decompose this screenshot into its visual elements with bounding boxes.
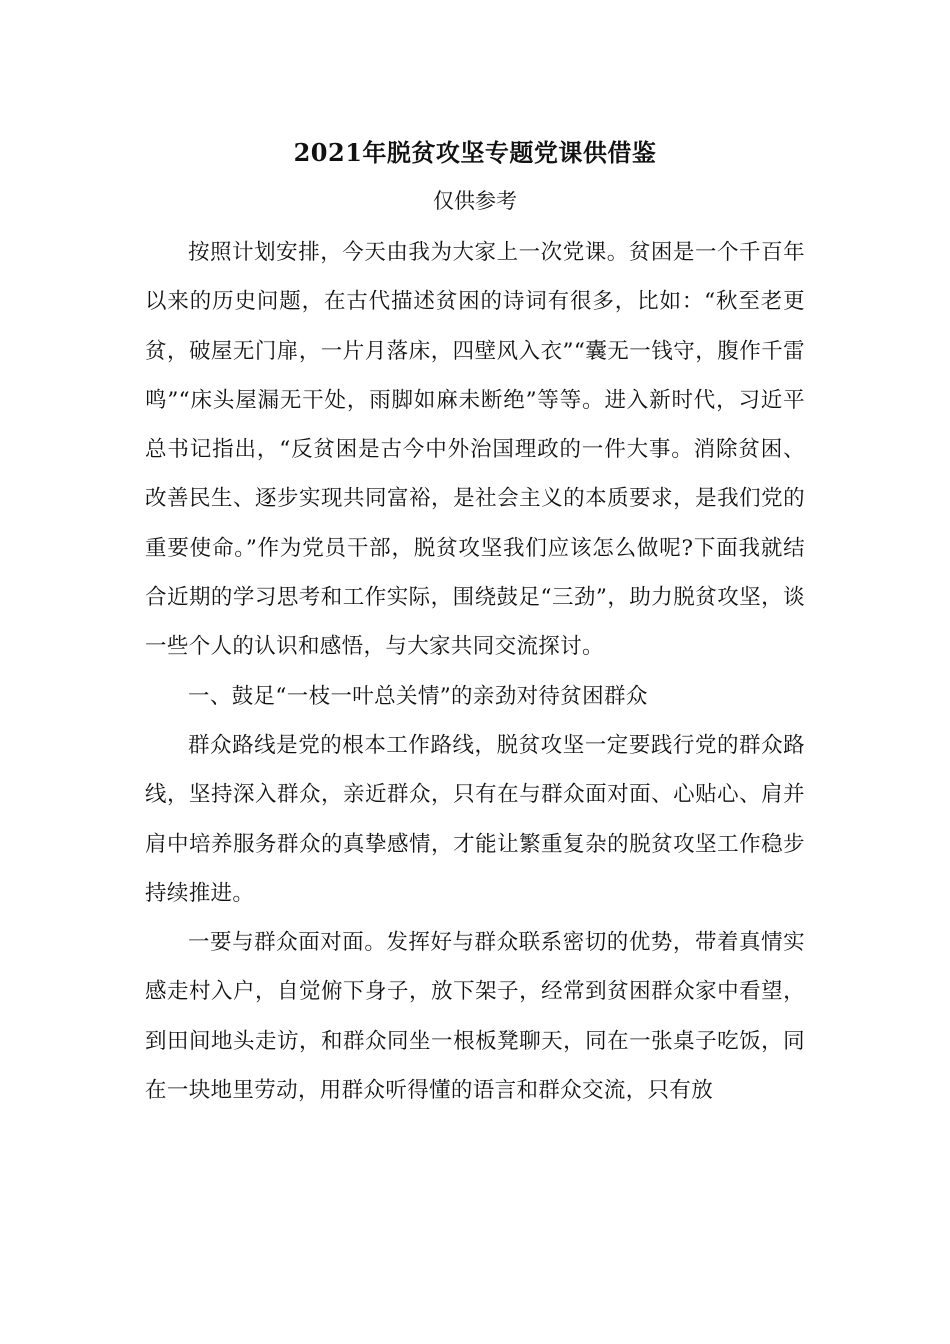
document-title: 2021年脱贫攻坚专题党课供借鉴 [293, 138, 657, 167]
document-body [145, 228, 805, 1115]
paragraph-mass-line: 群众路线是党的根本工作路线，脱贫攻坚一定要践行党的群众路线，坚持深入群众，亲近群众，只有在与群众面对面、心贴心、肩并肩中培养服务群众的真挚感情，才能让繁重复杂的脱贫攻坚工作稳步持续推进。 [145, 732, 805, 906]
paragraph-intro: 按照计划安排，今天由我为大家上一次党课。贫困是一个千百年以来的历史问题，在古代描述贫困的诗词有很多，比如：“秋至老更贫，破屋无门扉，一片月落床，四壁风入衣”“囊无一钱守，腹作千雷鸣”“床头屋漏无干处，雨脚如麻未断绝”等等。进入新时代，习近平总书记指出，“反贫困是古今中外治国理政的一件大事。消除贫困、改善民生、逐步实现共同富裕，是社会主义的本质要求，是我们党的重要使命。”作为党员干部，脱贫攻坚我们应该怎么做呢?下面我就结合近期的学习思考和工作实际，围绕鼓足“三劲”，助力脱贫攻坚，谈一些个人的认识和感悟，与大家共同交流探讨。 [145, 240, 805, 660]
section-heading-1: 一、鼓足“一枝一叶总关情”的亲劲对待贫困群众 [188, 683, 648, 709]
document-subtitle: 仅供参考 [433, 189, 517, 213]
paragraph-face-to-face: 一要与群众面对面。发挥好与群众联系密切的优势，带着真情实感走村入户，自觉俯下身子，放下架子，经常到贫困群众家中看望，到田间地头走访，和群众同坐一根板凳聊天，同在一张桌子吃饭，同在一块地里劳动，用群众听得懂的语言和群众交流，只有放 [145, 930, 805, 1104]
